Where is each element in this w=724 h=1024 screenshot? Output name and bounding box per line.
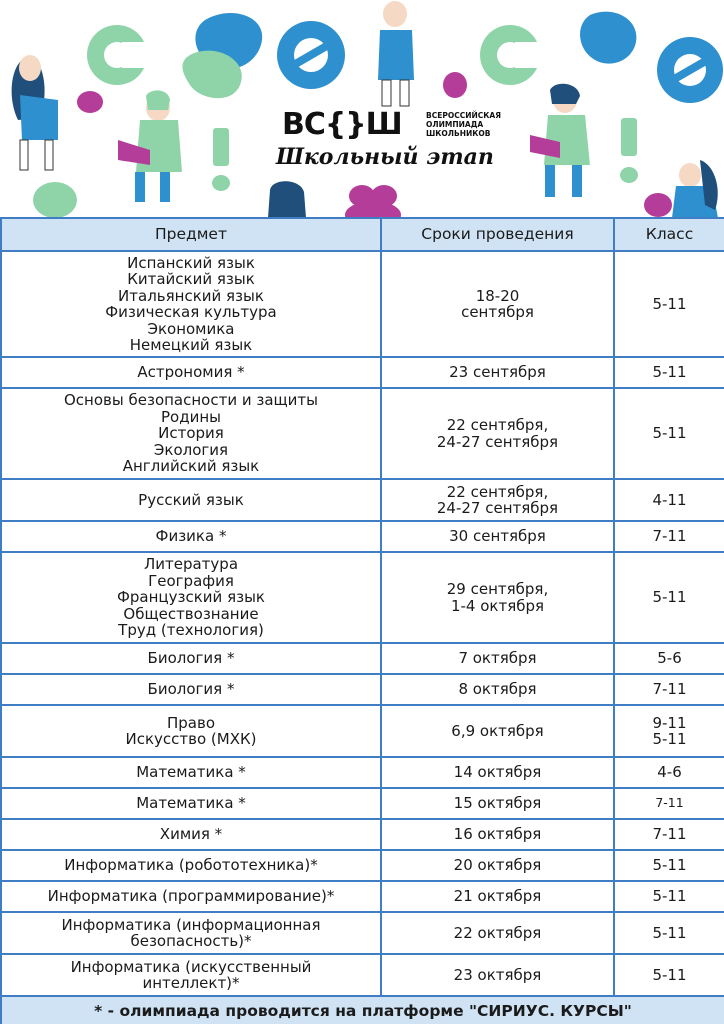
subject-line: География [148,571,234,590]
dates-cell [381,357,614,388]
date-line: 8 октября [458,680,537,699]
grade-line: 7-11 [652,825,687,844]
dates-cell [381,850,614,881]
subject-line: Информатика (программирование)* [47,887,335,906]
date-line: сентября [461,303,534,321]
table-row [1,251,724,357]
footnote-row [1,996,724,1024]
date-line: 23 сентября [449,363,546,382]
grade-cell [614,251,724,357]
grade-line: 5-11 [652,424,687,443]
grade-line: 5-11 [652,588,687,607]
date-line: 22 сентября, [446,416,549,434]
date-line: 24-27 сентября [436,499,559,517]
date-line: 23 октября [453,965,542,984]
subject-line: Французский язык [117,588,265,607]
grade-line: 5-11 [652,856,687,875]
table-row [1,388,724,479]
subject-cell [1,819,381,850]
table-row [1,881,724,912]
logo-subtitle [426,111,516,138]
magenta-dot-bottom-right [644,193,672,217]
dates-cell [381,912,614,954]
grade-cell [614,819,724,850]
logo-subtitle-line: ШКОЛЬНИКОВ [426,129,491,138]
table-row [1,850,724,881]
subject-line: Физическая культура [105,303,277,321]
grade-cell [614,643,724,674]
date-line: 22 октября [453,923,542,942]
subject-line: Астрономия * [137,363,245,382]
grade-line: 4-6 [657,763,682,782]
subject-cell [1,251,381,357]
student-figure-bottom [268,181,306,218]
subject-line: Обществознание [123,604,259,623]
grade-line: 5-11 [652,363,687,382]
subject-line: Информатика (искусственный [70,957,312,976]
subject-cell [1,643,381,674]
table-row [1,819,724,850]
grade-line: 7-11 [652,527,687,546]
dates-cell [381,479,614,521]
logo-subtitle-line: ОЛИМПИАДА [426,120,484,129]
letter-c-shape-right [480,25,541,85]
grade-cell [614,479,724,521]
blue-blob-shape-right [580,12,636,64]
subject-cell [1,757,381,788]
letter-c-shape-left [87,25,148,85]
student-figure-center [378,1,414,106]
magenta-dot-shape-left [77,91,103,113]
grade-line: 7-11 [655,795,684,811]
grade-cell [614,912,724,954]
magenta-dot-shape [443,72,467,98]
dates-cell [381,388,614,479]
subject-line: Основы безопасности и защиты [64,391,318,410]
subject-cell [1,674,381,705]
exclamation-mark-shape-left [212,128,230,191]
subject-line: Итальянский язык [118,286,264,305]
header-banner [0,0,724,218]
subject-line: Экономика [147,319,235,338]
table-row [1,954,724,996]
subject-line: Химия * [159,825,223,844]
table-row [1,479,724,521]
grade-line: 9-11 [652,713,687,732]
subject-line: Английский язык [122,457,260,476]
subject-line: История [158,424,224,443]
subject-cell [1,521,381,552]
subject-line: Немецкий язык [129,336,253,354]
grade-line: 5-11 [652,965,687,984]
grade-line: 4-11 [652,490,687,509]
grade-line: 5-6 [657,649,682,668]
grade-line: 5-11 [652,294,687,313]
student-figure-left [12,55,58,170]
subject-cell [1,788,381,819]
subject-cell [1,479,381,521]
grade-line: 7-11 [652,680,687,699]
subject-line: Математика * [136,794,246,813]
subject-cell [1,705,381,757]
subject-line: Труд (технология) [118,621,264,640]
date-line: 24-27 сентября [436,432,559,451]
subject-line: Китайский язык [127,270,255,288]
slashed-o-shape-right [657,37,723,103]
subject-line: Родины [161,407,221,426]
grade-cell [614,788,724,819]
olympiad-schedule-table [0,217,724,1024]
subject-line: Испанский язык [127,253,255,272]
dates-cell [381,705,614,757]
date-line: 29 сентября, [446,580,549,598]
dates-cell [381,757,614,788]
table-row [1,357,724,388]
column-header-grade: Класс [614,218,724,251]
subject-line: Искусство (МХК) [125,730,257,748]
date-line: 6,9 октября [451,721,544,740]
table-row [1,552,724,643]
date-line: 15 октября [453,794,542,813]
subject-line: Математика * [136,763,246,782]
date-line: 18-20 [475,286,520,305]
date-line: 7 октября [458,649,537,668]
dates-cell [381,643,614,674]
subject-line: интеллект)* [142,974,240,992]
grade-cell [614,674,724,705]
footnote: * - олимпиада проводится на платформе "СИРИУС. КУРСЫ" [1,996,724,1024]
grade-cell [614,757,724,788]
exclamation-mark-shape-right [620,118,638,183]
subject-line: Биология * [147,649,235,668]
dates-cell [381,251,614,357]
date-line: 22 сентября, [446,482,549,501]
table-row [1,674,724,705]
grade-line: 5-11 [652,923,687,942]
subject-cell [1,954,381,996]
grade-cell [614,850,724,881]
date-line: 30 сентября [449,527,546,546]
subject-line: безопасность)* [130,932,252,950]
grade-cell [614,357,724,388]
student-figure-laptop-left [118,90,182,202]
dates-cell [381,954,614,996]
date-line: 16 октября [453,825,542,844]
magenta-ring-shape [345,185,401,218]
grade-cell [614,552,724,643]
grade-cell [614,881,724,912]
subject-line: Русский язык [138,490,244,509]
date-line: 1-4 октября [450,596,545,615]
subject-line: Литература [143,555,239,574]
table-row [1,521,724,552]
table-row [1,788,724,819]
table-row [1,643,724,674]
subject-cell [1,357,381,388]
dates-cell [381,819,614,850]
table-row [1,705,724,757]
dates-cell [381,552,614,643]
date-line: 14 октября [453,763,542,782]
table-header-row [1,218,724,251]
subject-line: Биология * [147,680,235,699]
subject-cell [1,881,381,912]
grade-line: 5-11 [652,887,687,906]
subject-line: Право [166,713,215,732]
subject-line: Экология [153,440,229,459]
dates-cell [381,881,614,912]
table-row [1,912,724,954]
student-figure-right [672,160,718,218]
column-header-subject: Предмет [1,218,381,251]
subject-cell [1,388,381,479]
logo-wordmark: ВС{}Ш [282,107,402,142]
subject-line: Информатика (информационная [61,915,321,934]
grade-cell [614,388,724,479]
table-body [1,251,724,996]
student-figure-laptop-right [530,84,590,197]
date-line: 21 октября [453,887,542,906]
date-line: 20 октября [453,856,542,875]
grade-cell [614,521,724,552]
subject-cell [1,850,381,881]
grade-cell [614,954,724,996]
table-row [1,757,724,788]
dates-cell [381,788,614,819]
logo-subtitle-line: ВСЕРОССИЙСКАЯ [426,111,501,120]
column-header-dates: Сроки проведения [381,218,614,251]
subject-line: Физика * [155,527,227,546]
subject-cell [1,912,381,954]
dates-cell [381,521,614,552]
grade-cell [614,705,724,757]
grade-line: 5-11 [652,730,687,748]
subject-line: Информатика (робототехника)* [64,856,318,875]
dates-cell [381,674,614,705]
green-blob-bottom-left [33,182,77,218]
slashed-o-shape-left [277,21,345,89]
subject-cell [1,552,381,643]
stage-title: Школьный этап [276,144,494,170]
